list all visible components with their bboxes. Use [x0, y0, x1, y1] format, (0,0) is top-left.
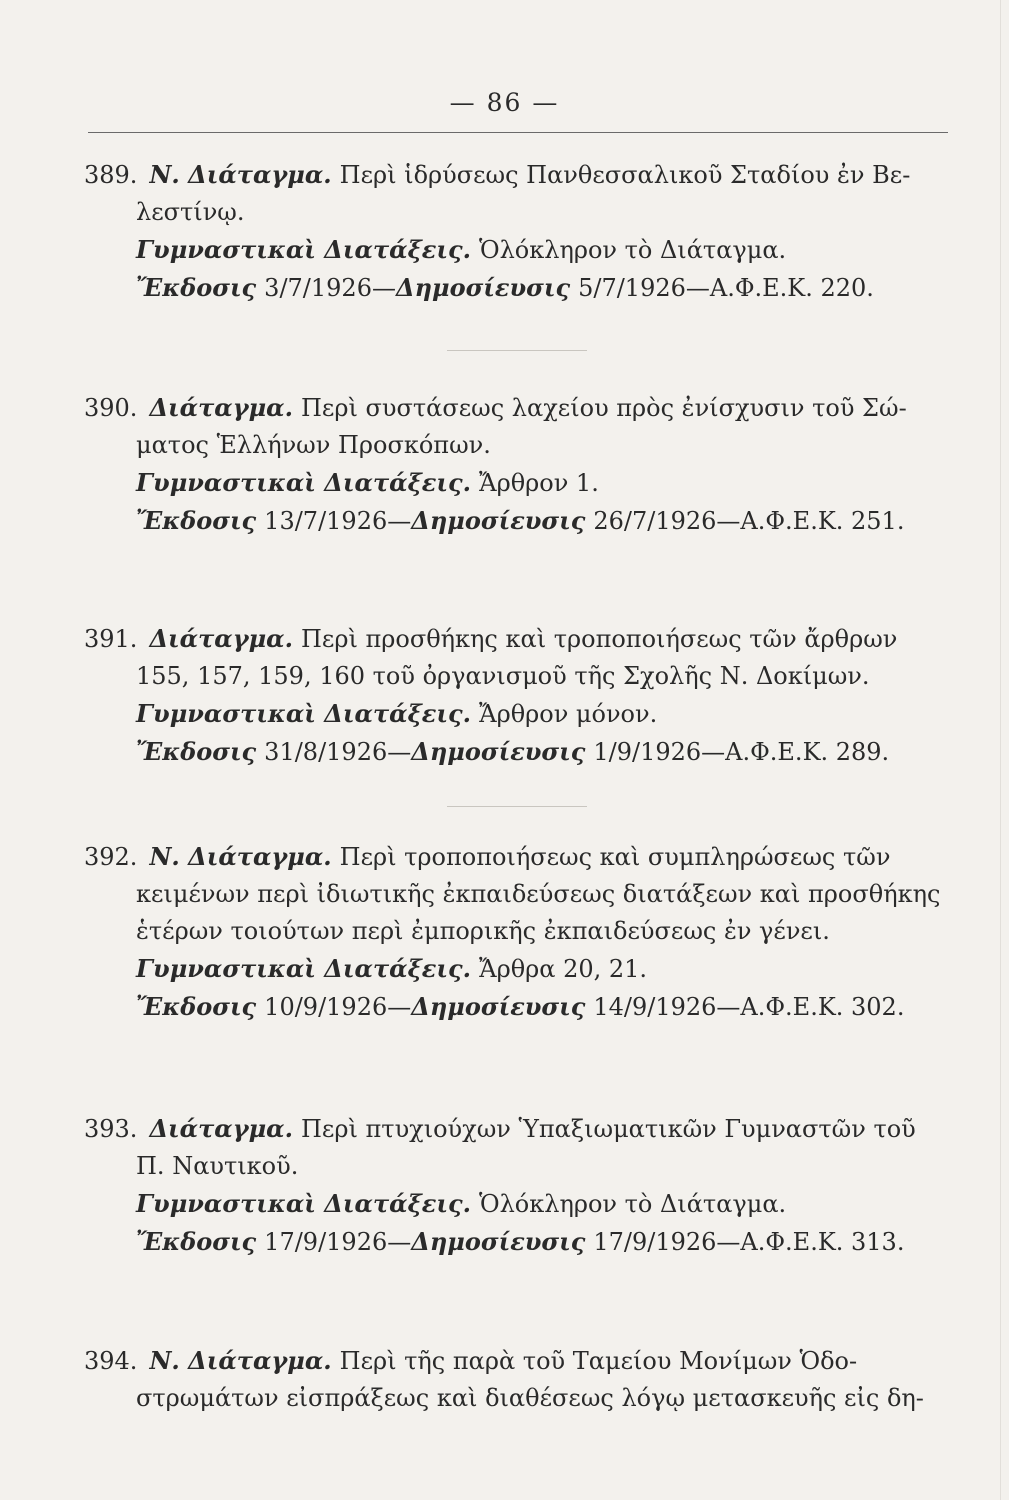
entry-subject-cont: στρωμάτων εἰσπράξεως καὶ διαθέσεως λόγῳ μετασκευῆς εἰς δη-: [136, 1384, 924, 1412]
entry-392: [84, 838, 964, 1026]
scan-margin-line: [1000, 0, 1001, 1500]
publication-label: Δημοσίευσις: [411, 506, 586, 535]
entry-type: Διάταγμα.: [149, 1114, 293, 1143]
header-rule: [88, 132, 948, 133]
provisions-label: Γυμναστικαὶ Διατάξεις.: [136, 468, 471, 497]
publication-label: Δημοσίευσις: [395, 273, 571, 302]
publication-info: 14/9/1926—Α.Φ.Ε.Κ. 302.: [593, 993, 905, 1021]
provisions-value: Ἄρθρον 1.: [478, 469, 599, 497]
issue-label: Ἔκδοσις: [136, 273, 257, 302]
entry-subject-cont: ματος Ἑλλήνων Προσκόπων.: [136, 431, 491, 459]
publication-label: Δημοσίευσις: [411, 1227, 586, 1256]
provisions-value: Ὁλόκληρον τὸ Διάταγμα.: [478, 1190, 787, 1218]
entry-subject-cont: 155, 157, 159, 160 τοῦ ὀργανισμοῦ τῆς Σχολῆς Ν. Δοκίμων.: [136, 662, 870, 690]
publication-info: 5/7/1926—Α.Φ.Ε.Κ. 220.: [578, 274, 874, 302]
provisions-label: Γυμναστικαὶ Διατάξεις.: [136, 1189, 471, 1218]
entry-number: 390.: [84, 394, 138, 422]
entry-subject-cont: κειμένων περὶ ἰδιωτικῆς ἐκπαιδεύσεως διατάξεων καὶ προσθήκης: [136, 880, 941, 908]
entry-number: 389.: [84, 161, 138, 189]
issue-date: 3/7/1926—: [264, 274, 396, 302]
issue-date: 31/8/1926—: [264, 738, 412, 766]
entry-type: Διάταγμα.: [149, 393, 293, 422]
separator-rule: [447, 806, 587, 807]
entry-391: [84, 620, 964, 771]
entry-subject: Περὶ τροποποιήσεως καὶ συμπληρώσεως τῶν: [339, 843, 891, 871]
publication-label: Δημοσίευσις: [411, 992, 586, 1021]
entry-number: 394.: [84, 1347, 138, 1375]
entry-393: [84, 1110, 964, 1261]
provisions-label: Γυμναστικαὶ Διατάξεις.: [136, 699, 471, 728]
issue-label: Ἔκδοσις: [136, 1227, 257, 1256]
entry-subject: Περὶ ἱδρύσεως Πανθεσσαλικοῦ Σταδίου ἐν Βε-: [339, 161, 911, 189]
entry-subject-cont: Π. Ναυτικοῦ.: [136, 1152, 299, 1180]
entry-subject: Περὶ προσθήκης καὶ τροποποιήσεως τῶν ἄρθρων: [301, 625, 898, 653]
entry-type: Διάταγμα.: [149, 624, 293, 653]
entry-subject: Περὶ τῆς παρὰ τοῦ Ταμείου Μονίμων Ὁδο-: [339, 1347, 858, 1375]
page-number: — 86 —: [449, 88, 560, 117]
provisions-label: Γυμναστικαὶ Διατάξεις.: [136, 954, 471, 983]
issue-date: 17/9/1926—: [264, 1228, 412, 1256]
issue-label: Ἔκδοσις: [136, 737, 257, 766]
entry-389: [84, 156, 964, 307]
entry-394: [84, 1342, 964, 1417]
entry-number: 393.: [84, 1115, 138, 1143]
provisions-label: Γυμναστικαὶ Διατάξεις.: [136, 235, 471, 264]
provisions-value: Ὁλόκληρον τὸ Διάταγμα.: [478, 236, 787, 264]
provisions-value: Ἄρθρα 20, 21.: [478, 955, 648, 983]
entry-number: 391.: [84, 625, 138, 653]
issue-date: 13/7/1926—: [264, 507, 412, 535]
entry-subject: Περὶ πτυχιούχων Ὑπαξιωματικῶν Γυμναστῶν τοῦ: [301, 1115, 916, 1143]
entry-390: [84, 389, 964, 540]
publication-info: 26/7/1926—Α.Φ.Ε.Κ. 251.: [593, 507, 905, 535]
publication-info: 1/9/1926—Α.Φ.Ε.Κ. 289.: [593, 738, 890, 766]
separator-rule: [447, 350, 587, 351]
issue-label: Ἔκδοσις: [136, 992, 257, 1021]
publication-label: Δημοσίευσις: [411, 737, 586, 766]
entry-subject-cont: λεστίνῳ.: [136, 198, 245, 226]
entry-type: Ν. Διάταγμα.: [149, 842, 332, 871]
entry-subject: Περὶ συστάσεως λαχείου πρὸς ἐνίσχυσιν τοῦ Σώ-: [301, 394, 907, 422]
entry-type: Ν. Διάταγμα.: [149, 1346, 332, 1375]
provisions-value: Ἄρθρον μόνον.: [478, 700, 658, 728]
entry-type: Ν. Διάταγμα.: [149, 160, 332, 189]
issue-label: Ἔκδοσις: [136, 506, 257, 535]
entry-subject-cont: ἑτέρων τοιούτων περὶ ἐμπορικῆς ἐκπαιδεύσεως ἐν γένει.: [136, 917, 830, 945]
issue-date: 10/9/1926—: [264, 993, 412, 1021]
entry-number: 392.: [84, 843, 138, 871]
publication-info: 17/9/1926—Α.Φ.Ε.Κ. 313.: [593, 1228, 905, 1256]
